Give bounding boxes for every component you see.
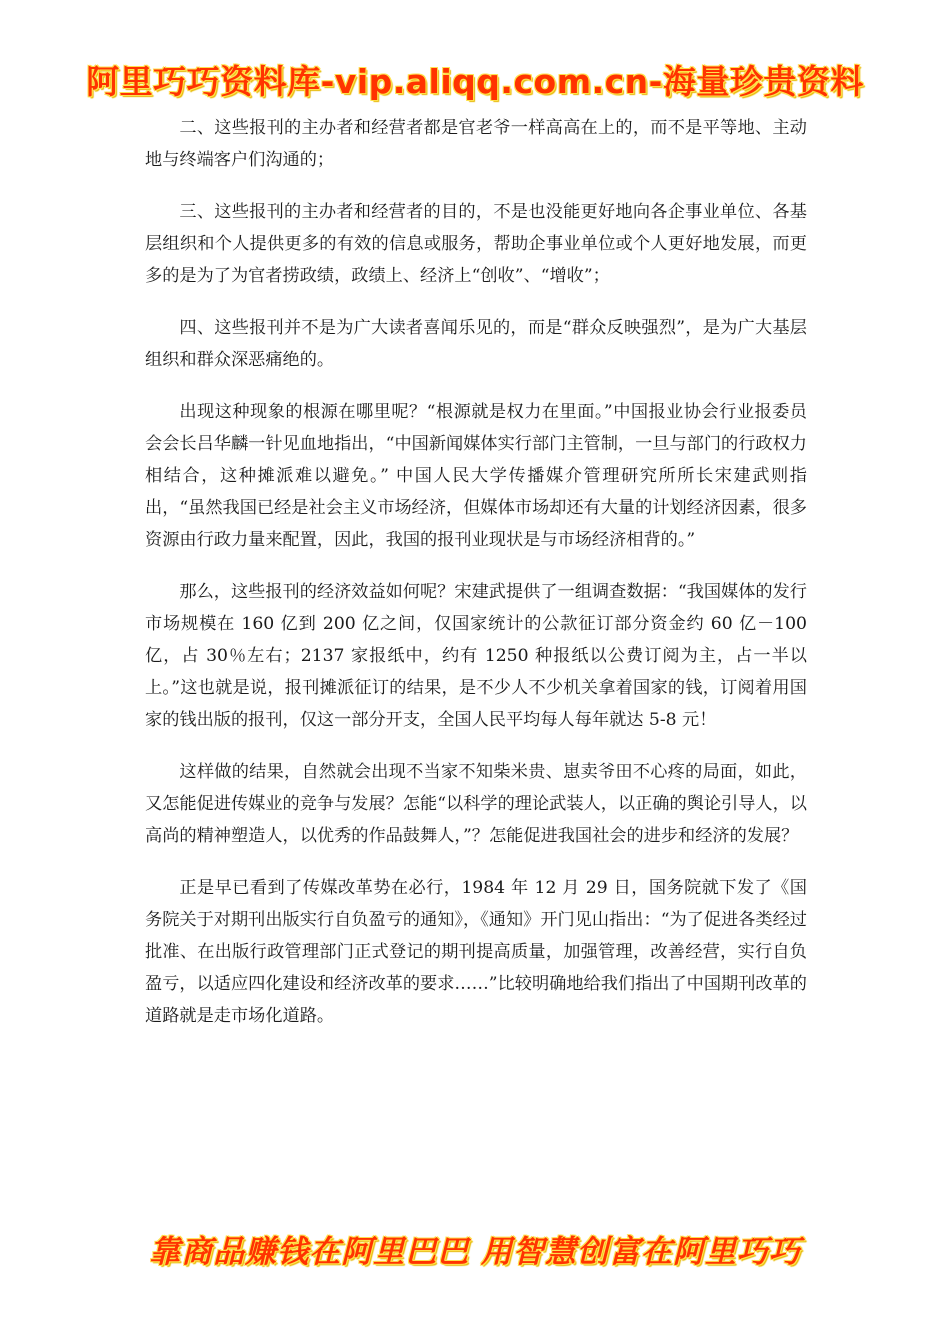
paragraph-1: 二、这些报刊的主办者和经营者都是官老爷一样高高在上的，而不是平等地、主动地与终端客户们沟通的； [145,118,807,170]
document-body [145,112,807,1052]
paragraph-2: 三、这些报刊的主办者和经营者的目的，不是也没能更好地向各企事业单位、各基层组织和个人提供更多的有效的信息或服务，帮助企事业单位或个人更好地发展，而更多的是为了为官者捞政绩，政绩上、经济上“创收”、“增收”； [145,202,807,286]
paragraph-7: 正是早已看到了传媒改革势在必行，1984 年 12 月 29 日，国务院就下发了《国务院关于对期刊出版实行自负盈亏的通知》，《通知》开门见山指出：“为了促进各类经过批准、在出版行政管理部门正式登记的期刊提高质量，加强管理，改善经营，实行自负盈亏，以适应四化建设和经济改革的要求……”比较明确地给我们指出了中国期刊改革的道路就是走市场化道路。 [145,878,807,1026]
paragraph-3: 四、这些报刊并不是为广大读者喜闻乐见的，而是“群众反映强烈”，是为广大基层组织和群众深恶痛绝的。 [145,318,807,370]
paragraph-6: 这样做的结果，自然就会出现不当家不知柴米贵、崽卖爷田不心疼的局面，如此，又怎能促进传媒业的竞争与发展？怎能“以科学的理论武装人，以正确的舆论引导人，以高尚的精神塑造人，以优秀的作品鼓舞人，”？怎能促进我国社会的进步和经济的发展？ [145,762,807,846]
footer-banner: 靠商品赚钱在阿里巴巴 用智慧创富在阿里巧巧 [149,1234,801,1270]
paragraph-5: 那么，这些报刊的经济效益如何呢？宋建武提供了一组调查数据：“我国媒体的发行市场规模在 160 亿到 200 亿之间，仅国家统计的公款征订部分资金约 60 亿－100 亿，占 30％左右；2137 家报纸中，约有 1250 种报纸以公费订阅为主，占一半以上。”这也就是说，报刊摊派征订的结果，是不少人不少机关拿着国家的钱，订阅着用国家的钱出版的报刊，仅这一部分开支，全国人民平均每人每年就达 5-8 元！ [145,582,807,730]
header-banner: 阿里巧巧资料库-vip.aliqq.com.cn-海量珍贵资料 [86,62,864,101]
paragraph-4: 出现这种现象的根源在哪里呢？“根源就是权力在里面。”中国报业协会行业报委员会会长吕华麟一针见血地指出，“中国新闻媒体实行部门主管制，一旦与部门的行政权力相结合，这种摊派难以避免。” 中国人民大学传播媒介管理研究所所长宋建武则指出，“虽然我国已经是社会主义市场经济，但媒体市场却还有大量的计划经济因素，很多资源由行政力量来配置，因此，我国的报刊业现状是与市场经济相背的。” [145,402,807,550]
